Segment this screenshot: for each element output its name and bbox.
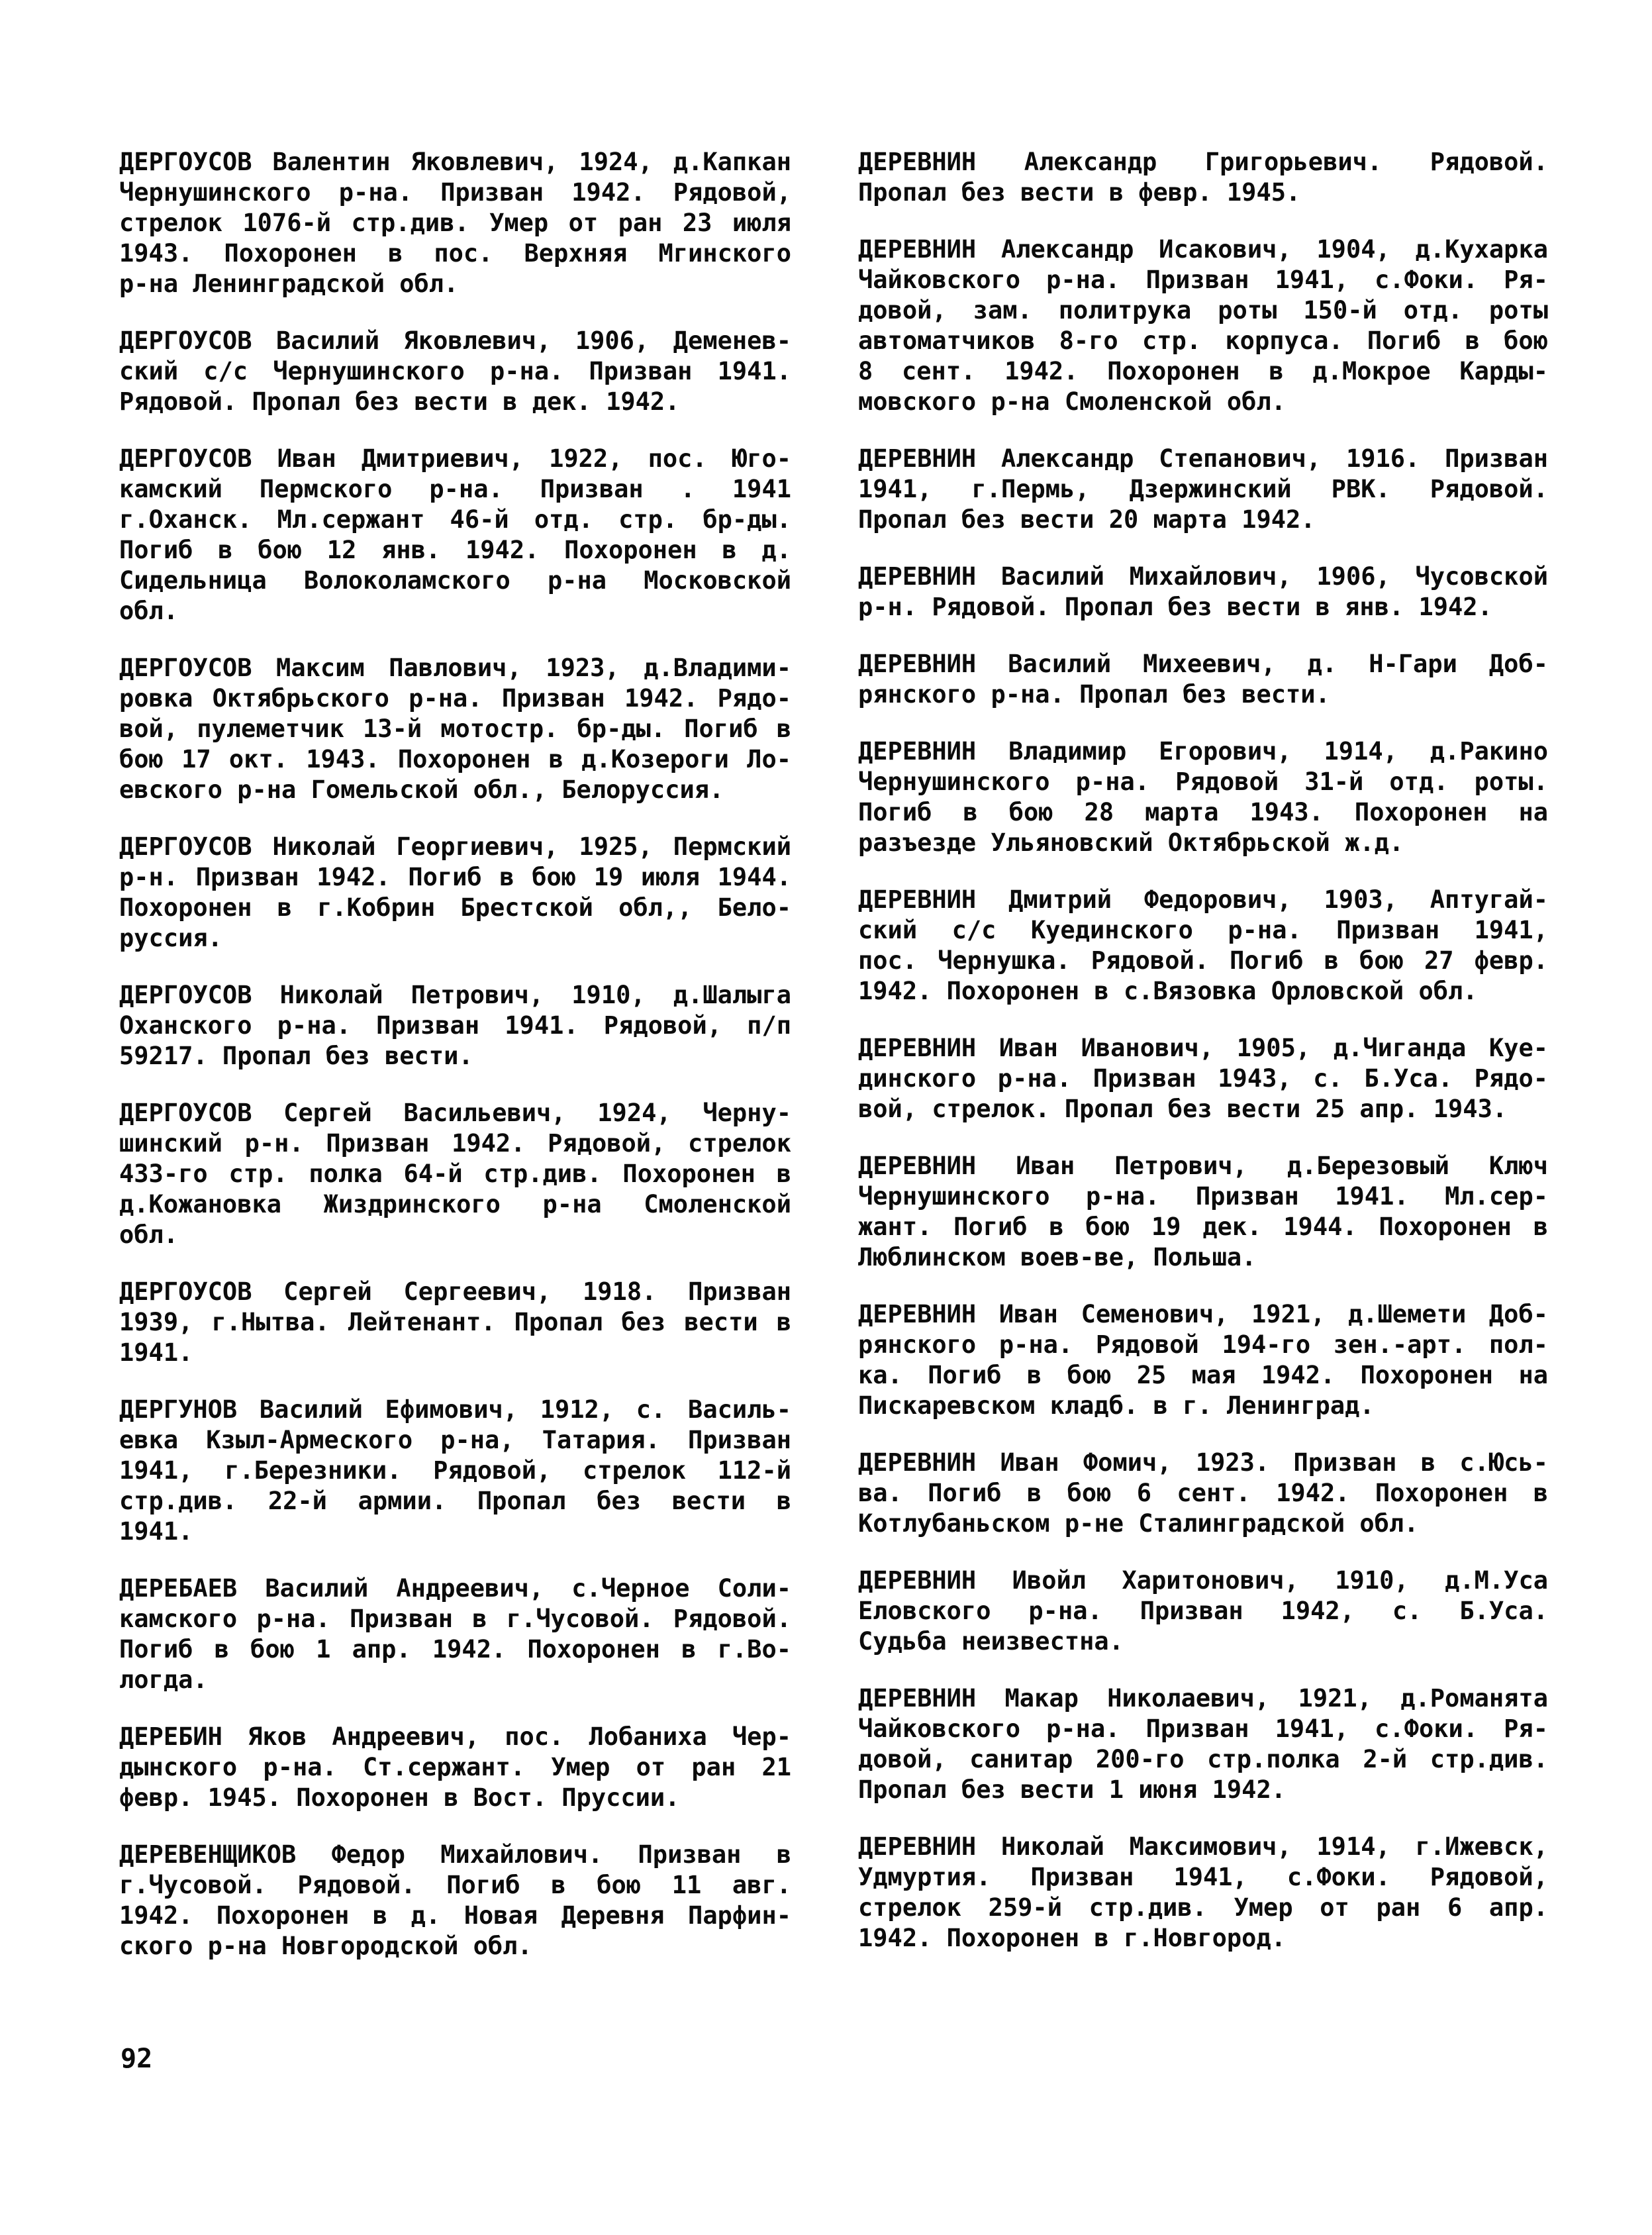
entry-line: 1941.: [119, 1338, 193, 1367]
entry-line: рянского р-на. Рядовой 194-го зен.-арт. пол-: [858, 1330, 1548, 1359]
entry-line: ва. Погиб в бою 6 сент. 1942. Похоронен в: [858, 1479, 1548, 1507]
entry-line: р-н. Рядовой. Пропал без вести в янв. 1942.: [858, 593, 1492, 621]
entry-line: автоматчиков 8-го стр. корпуса. Погиб в бою: [858, 326, 1548, 355]
entry-line: р-на Ленинградской обл.: [119, 270, 459, 298]
entry-line: довой, зам. политрука роты 150-й отд. роты: [858, 296, 1548, 324]
entry-line: бою 17 окт. 1943. Похоронен в д.Козероги Ло-: [119, 745, 791, 773]
entry-line: 1942. Похоронен в д. Новая Деревня Парфин-: [119, 1901, 791, 1930]
entry-line: Погиб в бою 1 апр. 1942. Похоронен в г.Во-: [119, 1635, 791, 1664]
memorial-entry: [858, 1565, 1548, 1657]
memorial-entry: [858, 1151, 1548, 1273]
entry-line: ский с/с Куединского р-на. Призван 1941,: [858, 916, 1548, 944]
memorial-entry: [119, 1395, 791, 1547]
memorial-entry: [858, 649, 1548, 710]
entry-line: ДЕРЕВНИН Макар Николаевич, 1921, д.Романята: [858, 1684, 1548, 1713]
memorial-entry: [119, 444, 791, 626]
memorial-entry: [119, 326, 791, 417]
entry-line: ДЕРЕБИН Яков Андреевич, пос. Лобаниха Чер-: [119, 1722, 791, 1751]
entry-line: жант. Погиб в бою 19 дек. 1944. Похоронен в: [858, 1213, 1548, 1241]
entry-line: ДЕРГОУСОВ Валентин Яковлевич, 1924, д.Капкан: [119, 148, 791, 176]
memorial-entry: [858, 1299, 1548, 1421]
entry-line: Пискаревском кладб. в г. Ленинград.: [858, 1391, 1375, 1420]
entry-line: д.Кожановка Жиздринского р-на Смоленской: [119, 1190, 791, 1218]
entry-line: 59217. Пропал без вести.: [119, 1042, 473, 1070]
memorial-entry: [119, 980, 791, 1071]
memorial-entry: [858, 1033, 1548, 1124]
entry-line: руссия.: [119, 924, 222, 952]
entry-line: Пропал без вести 20 марта 1942.: [858, 505, 1316, 534]
entry-line: ДЕРГОУСОВ Иван Дмитриевич, 1922, пос. Юго-: [119, 444, 791, 473]
entry-line: 1941, г.Пермь, Дзержинский РВК. Рядовой.: [858, 475, 1548, 503]
entry-line: дынского р-на. Ст.сержант. Умер от ран 21: [119, 1753, 791, 1781]
entry-line: 1942. Похоронен в г.Новгород.: [858, 1924, 1287, 1952]
memorial-entry: [858, 1683, 1548, 1805]
entry-line: камского р-на. Призван в г.Чусовой. Рядовой.: [119, 1605, 791, 1633]
entry-line: ДЕРЕВНИН Иван Иванович, 1905, д.Чиганда Куе-: [858, 1034, 1548, 1062]
memorial-entry: [858, 1832, 1548, 1954]
entry-line: Котлубаньском р-не Сталинградской обл.: [858, 1509, 1419, 1538]
memorial-entry: [858, 234, 1548, 417]
entry-line: ДЕРГОУСОВ Николай Петрович, 1910, д.Шалыга: [119, 981, 791, 1009]
memorial-entry: [858, 885, 1548, 1007]
entry-line: Чернушинского р-на. Призван 1941. Мл.сер-: [858, 1182, 1548, 1211]
entry-line: пос. Чернушка. Рядовой. Погиб в бою 27 февр.: [858, 946, 1548, 975]
entry-line: Рядовой. Пропал без вести в дек. 1942.: [119, 387, 680, 416]
entry-line: обл.: [119, 597, 179, 625]
entry-line: рянского р-на. Пропал без вести.: [858, 680, 1330, 709]
entry-line: ДЕРЕВНИН Иван Петрович, д.Березовый Ключ: [858, 1152, 1548, 1180]
entry-line: ДЕРЕВЕНЩИКОВ Федор Михайлович. Призван в: [119, 1840, 791, 1869]
entry-line: ДЕРГОУСОВ Сергей Васильевич, 1924, Черну-: [119, 1099, 791, 1127]
entry-line: Оханского р-на. Призван 1941. Рядовой, п/п: [119, 1011, 791, 1040]
entry-line: ДЕРЕВНИН Александр Исакович, 1904, д.Кухарка: [858, 235, 1548, 264]
entry-line: 8 сент. 1942. Похоронен в д.Мокрое Карды-: [858, 357, 1548, 385]
memorial-entry: [119, 1098, 791, 1250]
memorial-entry: [119, 1722, 791, 1813]
entry-line: Чернушинского р-на. Рядовой 31-й отд. роты.: [858, 768, 1548, 796]
entry-line: февр. 1945. Похоронен в Вост. Пруссии.: [119, 1783, 680, 1812]
memorial-entry: [119, 1573, 791, 1695]
entry-line: Удмуртия. Призван 1941, с.Фоки. Рядовой,: [858, 1863, 1548, 1891]
memorial-entry: [119, 1277, 791, 1368]
entry-line: Люблинском воев-ве, Польша.: [858, 1243, 1257, 1271]
entry-line: мовского р-на Смоленской обл.: [858, 387, 1287, 416]
entry-line: 1942. Похоронен в с.Вязовка Орловской обл.: [858, 977, 1478, 1005]
entry-line: довой, санитар 200-го стр.полка 2-й стр.див.: [858, 1745, 1548, 1773]
entry-line: стр.див. 22-й армии. Пропал без вести в: [119, 1487, 791, 1515]
entry-line: р-н. Призван 1942. Погиб в бою 19 июля 1944.: [119, 863, 791, 891]
entry-line: 1941, г.Березники. Рядовой, стрелок 112-й: [119, 1456, 791, 1485]
memorial-entry: [119, 1840, 791, 1962]
entry-line: Судьба неизвестна.: [858, 1627, 1124, 1656]
entry-line: ДЕРЕВНИН Василий Михеевич, д. Н-Гари Доб-: [858, 650, 1548, 678]
entry-line: разъезде Ульяновский Октябрьской ж.д.: [858, 828, 1404, 857]
entry-line: ДЕРЕВНИН Ивойл Харитонович, 1910, д.М.Уса: [858, 1566, 1548, 1595]
memorial-entry: [119, 653, 791, 805]
memorial-entry: [858, 444, 1548, 535]
entry-line: Чернушинского р-на. Призван 1942. Рядовой,: [119, 178, 791, 207]
entry-line: динского р-на. Призван 1943, с. Б.Уса. Рядо-: [858, 1064, 1548, 1093]
entry-line: ДЕРЕВНИН Иван Семенович, 1921, д.Шемети Доб-: [858, 1300, 1548, 1328]
entry-line: ский с/с Чернушинского р-на. Призван 1941.: [119, 357, 791, 385]
left-column: [119, 147, 791, 1988]
entry-line: ДЕРГОУСОВ Василий Яковлевич, 1906, Деменев-: [119, 326, 791, 355]
entry-line: Погиб в бою 28 марта 1943. Похоронен на: [858, 798, 1548, 826]
entry-line: г.Оханск. Мл.сержант 46-й отд. стр. бр-ды.: [119, 505, 791, 534]
entry-line: евка Кзыл-Армеского р-на, Татария. Призван: [119, 1426, 791, 1454]
memorial-entry: [119, 832, 791, 954]
entry-line: Пропал без вести в февр. 1945.: [858, 178, 1301, 207]
entry-line: вой, стрелок. Пропал без вести 25 апр. 1943.: [858, 1095, 1508, 1123]
entry-line: Пропал без вести 1 июня 1942.: [858, 1775, 1287, 1804]
entry-line: Похоронен в г.Кобрин Брестской обл,, Бело-: [119, 893, 791, 922]
entry-line: 1941.: [119, 1517, 193, 1546]
entry-line: шинский р-н. Призван 1942. Рядовой, стрелок: [119, 1129, 791, 1158]
entry-line: ДЕРЕБАЕВ Василий Андреевич, с.Черное Соли-: [119, 1574, 791, 1603]
entry-line: ДЕРЕВНИН Николай Максимович, 1914, г.Ижевск,: [858, 1832, 1548, 1861]
entry-line: стрелок 259-й стр.див. Умер от ран 6 апр.: [858, 1893, 1548, 1922]
entry-line: Чайковского р-на. Призван 1941, с.Фоки. Ря-: [858, 266, 1548, 294]
entry-line: 433-го стр. полка 64-й стр.див. Похоронен в: [119, 1160, 791, 1188]
entry-line: ДЕРЕВНИН Александр Степанович, 1916. Призван: [858, 444, 1548, 473]
memorial-entry: [858, 147, 1548, 208]
entry-line: ка. Погиб в бою 25 мая 1942. Похоронен на: [858, 1361, 1548, 1389]
right-column: [858, 147, 1548, 1980]
entry-line: стрелок 1076-й стр.див. Умер от ран 23 июля: [119, 209, 791, 237]
entry-line: обл.: [119, 1220, 179, 1249]
entry-line: 1939, г.Нытва. Лейтенант. Пропал без вести в: [119, 1308, 791, 1336]
entry-line: ДЕРЕВНИН Владимир Егорович, 1914, д.Ракино: [858, 737, 1548, 766]
entry-line: Еловского р-на. Призван 1942, с. Б.Уса.: [858, 1597, 1548, 1625]
entry-line: Чайковского р-на. Призван 1941, с.Фоки. Ря-: [858, 1714, 1548, 1743]
entry-line: евского р-на Гомельской обл., Белоруссия.: [119, 775, 724, 804]
entry-line: ского р-на Новгородской обл.: [119, 1932, 532, 1960]
page-number: 92: [121, 2044, 153, 2074]
entry-line: вой, пулеметчик 13-й мотостр. бр-ды. Погиб в: [119, 715, 791, 743]
entry-line: ДЕРГОУСОВ Максим Павлович, 1923, д.Владими-: [119, 654, 791, 682]
entry-line: ДЕРЕВНИН Дмитрий Федорович, 1903, Аптугай-: [858, 885, 1548, 914]
entry-line: ДЕРГОУСОВ Сергей Сергеевич, 1918. Призван: [119, 1277, 791, 1306]
entry-line: ДЕРГОУСОВ Николай Георгиевич, 1925, Пермский: [119, 832, 791, 861]
entry-line: ровка Октябрьского р-на. Призван 1942. Рядо-: [119, 684, 791, 713]
entry-line: ДЕРГУНОВ Василий Ефимович, 1912, с. Василь-: [119, 1395, 791, 1424]
memorial-entry: [119, 147, 791, 299]
entry-line: 1943. Похоронен в пос. Верхняя Мгинского: [119, 239, 791, 268]
memorial-entry: [858, 736, 1548, 858]
memorial-entry: [858, 562, 1548, 622]
entry-line: ДЕРЕВНИН Александр Григорьевич. Рядовой.: [858, 148, 1548, 176]
entry-line: Сидельница Волоколамского р-на Московской: [119, 566, 791, 595]
entry-line: камский Пермского р-на. Призван . 1941: [119, 475, 791, 503]
entry-line: ДЕРЕВНИН Иван Фомич, 1923. Призван в с.Юсь-: [858, 1448, 1548, 1477]
entry-line: Погиб в бою 12 янв. 1942. Похоронен в д.: [119, 536, 791, 564]
memorial-entry: [858, 1448, 1548, 1539]
entry-line: г.Чусовой. Рядовой. Погиб в бою 11 авг.: [119, 1871, 791, 1899]
entry-line: логда.: [119, 1665, 208, 1694]
entry-line: ДЕРЕВНИН Василий Михайлович, 1906, Чусовской: [858, 562, 1548, 591]
